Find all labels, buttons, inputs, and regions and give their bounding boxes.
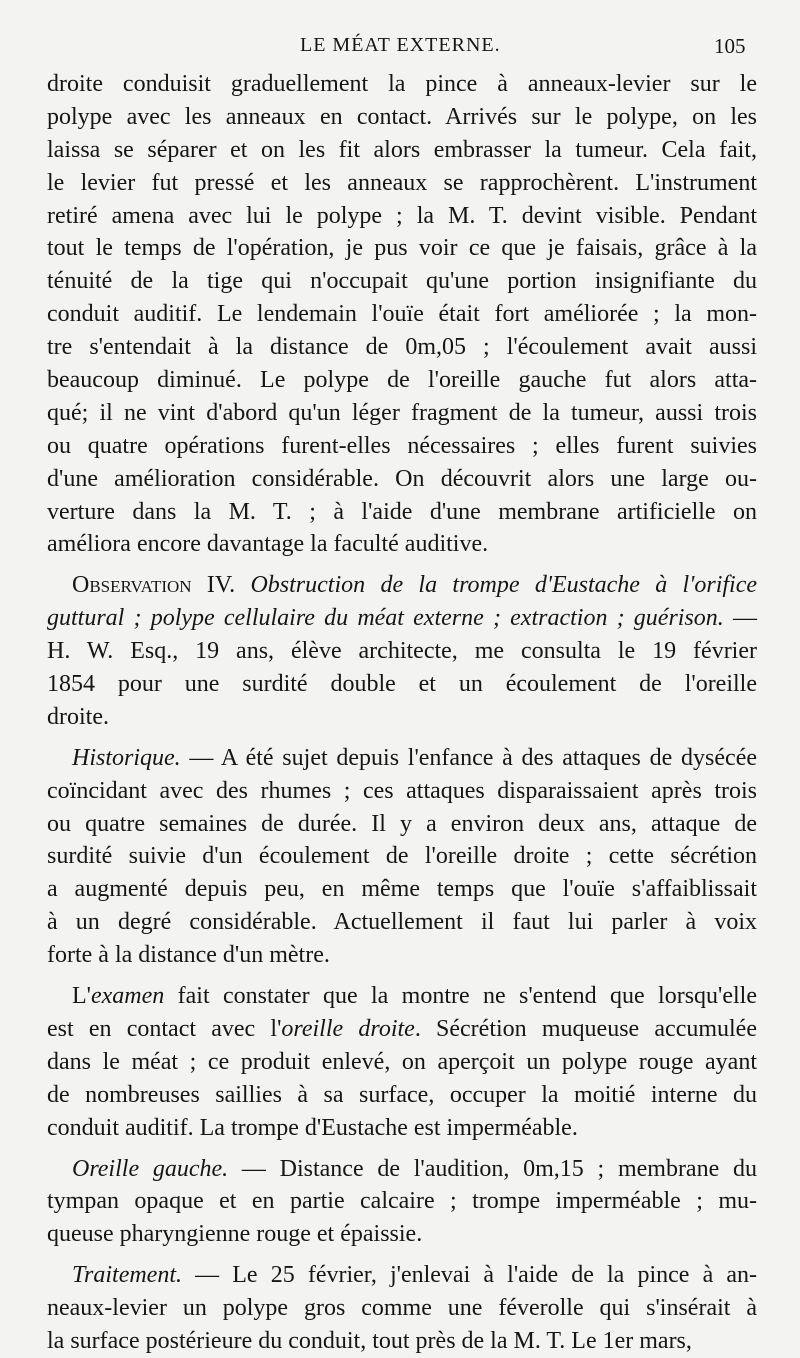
text-segment: polype avec les anneaux en contact. Arrivés sur le polype, on les <box>47 103 757 130</box>
text-line <box>47 980 757 1013</box>
text-segment: — Le 25 février, j'enlevai à l'aide de la pince à an- <box>182 1262 757 1289</box>
text-segment: à un degré considérable. Actuellement il faut lui parler à voix <box>47 909 757 936</box>
text-line <box>47 134 757 167</box>
paragraph-gap <box>47 561 757 569</box>
text-line <box>47 167 757 200</box>
text-segment: a augmenté depuis peu, en même temps que l'ouïe s'affaiblissait <box>47 876 757 903</box>
text-line <box>47 397 757 430</box>
text-line <box>47 1153 757 1186</box>
text-line <box>47 840 757 873</box>
text-segment: surdité suivie d'un écoulement de l'oreille droite ; cette sécrétion <box>47 843 757 870</box>
text-line <box>47 1259 757 1292</box>
text-line <box>47 569 757 602</box>
text-segment: retiré amena avec lui le polype ; la M. T. devint visible. Pendant <box>47 202 757 229</box>
text-segment: — A été sujet depuis l'enfance à des attaques de dysécée <box>180 744 757 771</box>
text-segment: H. W. Esq., 19 ans, élève architecte, me consulta le 19 février <box>47 638 757 665</box>
page-number: 105 <box>714 34 746 58</box>
text-line <box>47 873 757 906</box>
text-segment: qué; il ne vint d'abord qu'un léger fragment de la tumeur, aussi trois <box>47 399 757 426</box>
text-segment: le levier fut pressé et les anneaux se rapprochèrent. L'instrument <box>47 169 757 196</box>
text-line <box>47 1046 757 1079</box>
text-line <box>47 265 757 298</box>
text-segment: la surface postérieure du conduit, tout près de la M. T. Le 1er mars, <box>47 1327 692 1354</box>
text-segment: laissa se séparer et on les fit alors embrasser la tumeur. Cela fait, <box>47 136 757 163</box>
text-line <box>47 528 757 561</box>
text-line <box>47 463 757 496</box>
text-segment: ou quatre semaines de durée. Il y a environ deux ans, attaque de <box>47 810 757 837</box>
text-line <box>47 701 757 734</box>
paragraph <box>47 1259 757 1358</box>
text-line <box>47 635 757 668</box>
text-segment: conduit auditif. Le lendemain l'ouïe était fort améliorée ; la mon- <box>47 301 757 328</box>
text-line <box>47 1218 757 1251</box>
text-segment: neaux-levier un polype gros comme une féverolle qui s'insérait à <box>47 1295 757 1322</box>
italic-text: examen <box>90 983 165 1010</box>
text-line <box>47 602 757 635</box>
text-segment: ténuité de la tige qui n'occupait qu'une portion insignifiante du <box>47 268 757 295</box>
body-text <box>47 68 757 1358</box>
text-segment: de nombreuses saillies à sa surface, occuper la moitié interne du <box>47 1081 757 1108</box>
text-segment: beaucoup diminué. Le polype de l'oreille gauche fut alors atta- <box>47 367 757 394</box>
text-line <box>47 68 757 101</box>
italic-text: guttural ; polype cellulaire du méat externe ; extraction ; guérison. <box>47 605 724 632</box>
text-line <box>47 668 757 701</box>
text-line <box>47 1292 757 1325</box>
text-segment: améliora encore davantage la faculté auditive. <box>47 531 489 558</box>
text-segment: conduit auditif. La trompe d'Eustache est imperméable. <box>47 1114 578 1141</box>
page-header <box>0 30 800 66</box>
text-segment <box>235 572 250 598</box>
text-line <box>47 742 757 775</box>
text-segment: d'une amélioration considérable. On découvrit alors une large ou- <box>47 465 757 492</box>
text-segment: forte à la distance d'un mètre. <box>47 942 330 969</box>
italic-text: Historique. <box>72 744 181 771</box>
text-line <box>47 1079 757 1112</box>
paragraph <box>47 742 757 972</box>
paragraph <box>47 1153 757 1252</box>
paragraph <box>47 569 757 733</box>
italic-text: Oreille gauche. <box>72 1155 229 1182</box>
text-segment: L' <box>72 983 91 1010</box>
text-line <box>47 496 757 529</box>
text-segment: ou quatre opérations furent-elles nécessaires ; elles furent suivies <box>47 432 757 459</box>
text-segment: queuse pharyngienne rouge et épaissie. <box>47 1221 423 1248</box>
paragraph-gap <box>47 972 757 980</box>
text-line <box>47 808 757 841</box>
text-line <box>47 939 757 972</box>
text-line <box>47 775 757 808</box>
paragraph-gap <box>47 734 757 742</box>
paragraph-gap <box>47 1145 757 1153</box>
text-segment: verture dans la M. T. ; à l'aide d'une membrane artificielle on <box>47 498 757 525</box>
text-segment: fait constater que la montre ne s'entend que lorsqu'elle <box>164 983 757 1010</box>
text-segment: coïncidant avec des rhumes ; ces attaques disparaissaient après trois <box>47 777 757 804</box>
text-line <box>47 430 757 463</box>
paragraph <box>47 980 757 1144</box>
text-segment: droite. <box>47 703 109 730</box>
text-segment: tympan opaque et en partie calcaire ; trompe imperméable ; mu- <box>47 1188 757 1215</box>
running-title: LE MÉAT EXTERNE. <box>300 34 501 56</box>
text-line <box>47 298 757 331</box>
paragraph <box>47 68 757 561</box>
text-segment: — Distance de l'audition, 0m,15 ; membrane du <box>228 1155 757 1182</box>
text-line <box>47 364 757 397</box>
text-line <box>47 1185 757 1218</box>
text-line <box>47 906 757 939</box>
text-segment: tout le temps de l'opération, je pus voir ce que je faisais, grâce à la <box>47 235 757 262</box>
text-segment: tre s'entendait à la distance de 0m,05 ; l'écoulement avait aussi <box>47 334 757 361</box>
text-segment: . Sécrétion muqueuse accumulée <box>414 1015 757 1042</box>
text-segment: dans le méat ; ce produit enlevé, on aperçoit un polype rouge ayant <box>47 1048 757 1075</box>
text-segment: droite conduisit graduellement la pince à anneaux-levier sur le <box>47 71 757 97</box>
text-segment: 1854 pour une surdité double et un écoulement de l'oreille <box>47 671 757 698</box>
italic-text: Obstruction de la trompe d'Eustache à l'orifice <box>250 572 758 599</box>
text-line <box>47 200 757 233</box>
italic-text: oreille droite <box>281 1015 415 1042</box>
paragraph-gap <box>47 1251 757 1259</box>
text-line <box>47 232 757 265</box>
text-line <box>47 1112 757 1145</box>
text-segment: est en contact avec l' <box>47 1015 282 1042</box>
text-segment: — <box>723 605 757 632</box>
text-line <box>47 101 757 134</box>
italic-text: Traitement. <box>72 1262 183 1289</box>
text-line <box>47 1013 757 1046</box>
text-line <box>47 331 757 364</box>
small-caps-text: Observation IV. <box>72 572 236 599</box>
text-line <box>47 1325 757 1358</box>
